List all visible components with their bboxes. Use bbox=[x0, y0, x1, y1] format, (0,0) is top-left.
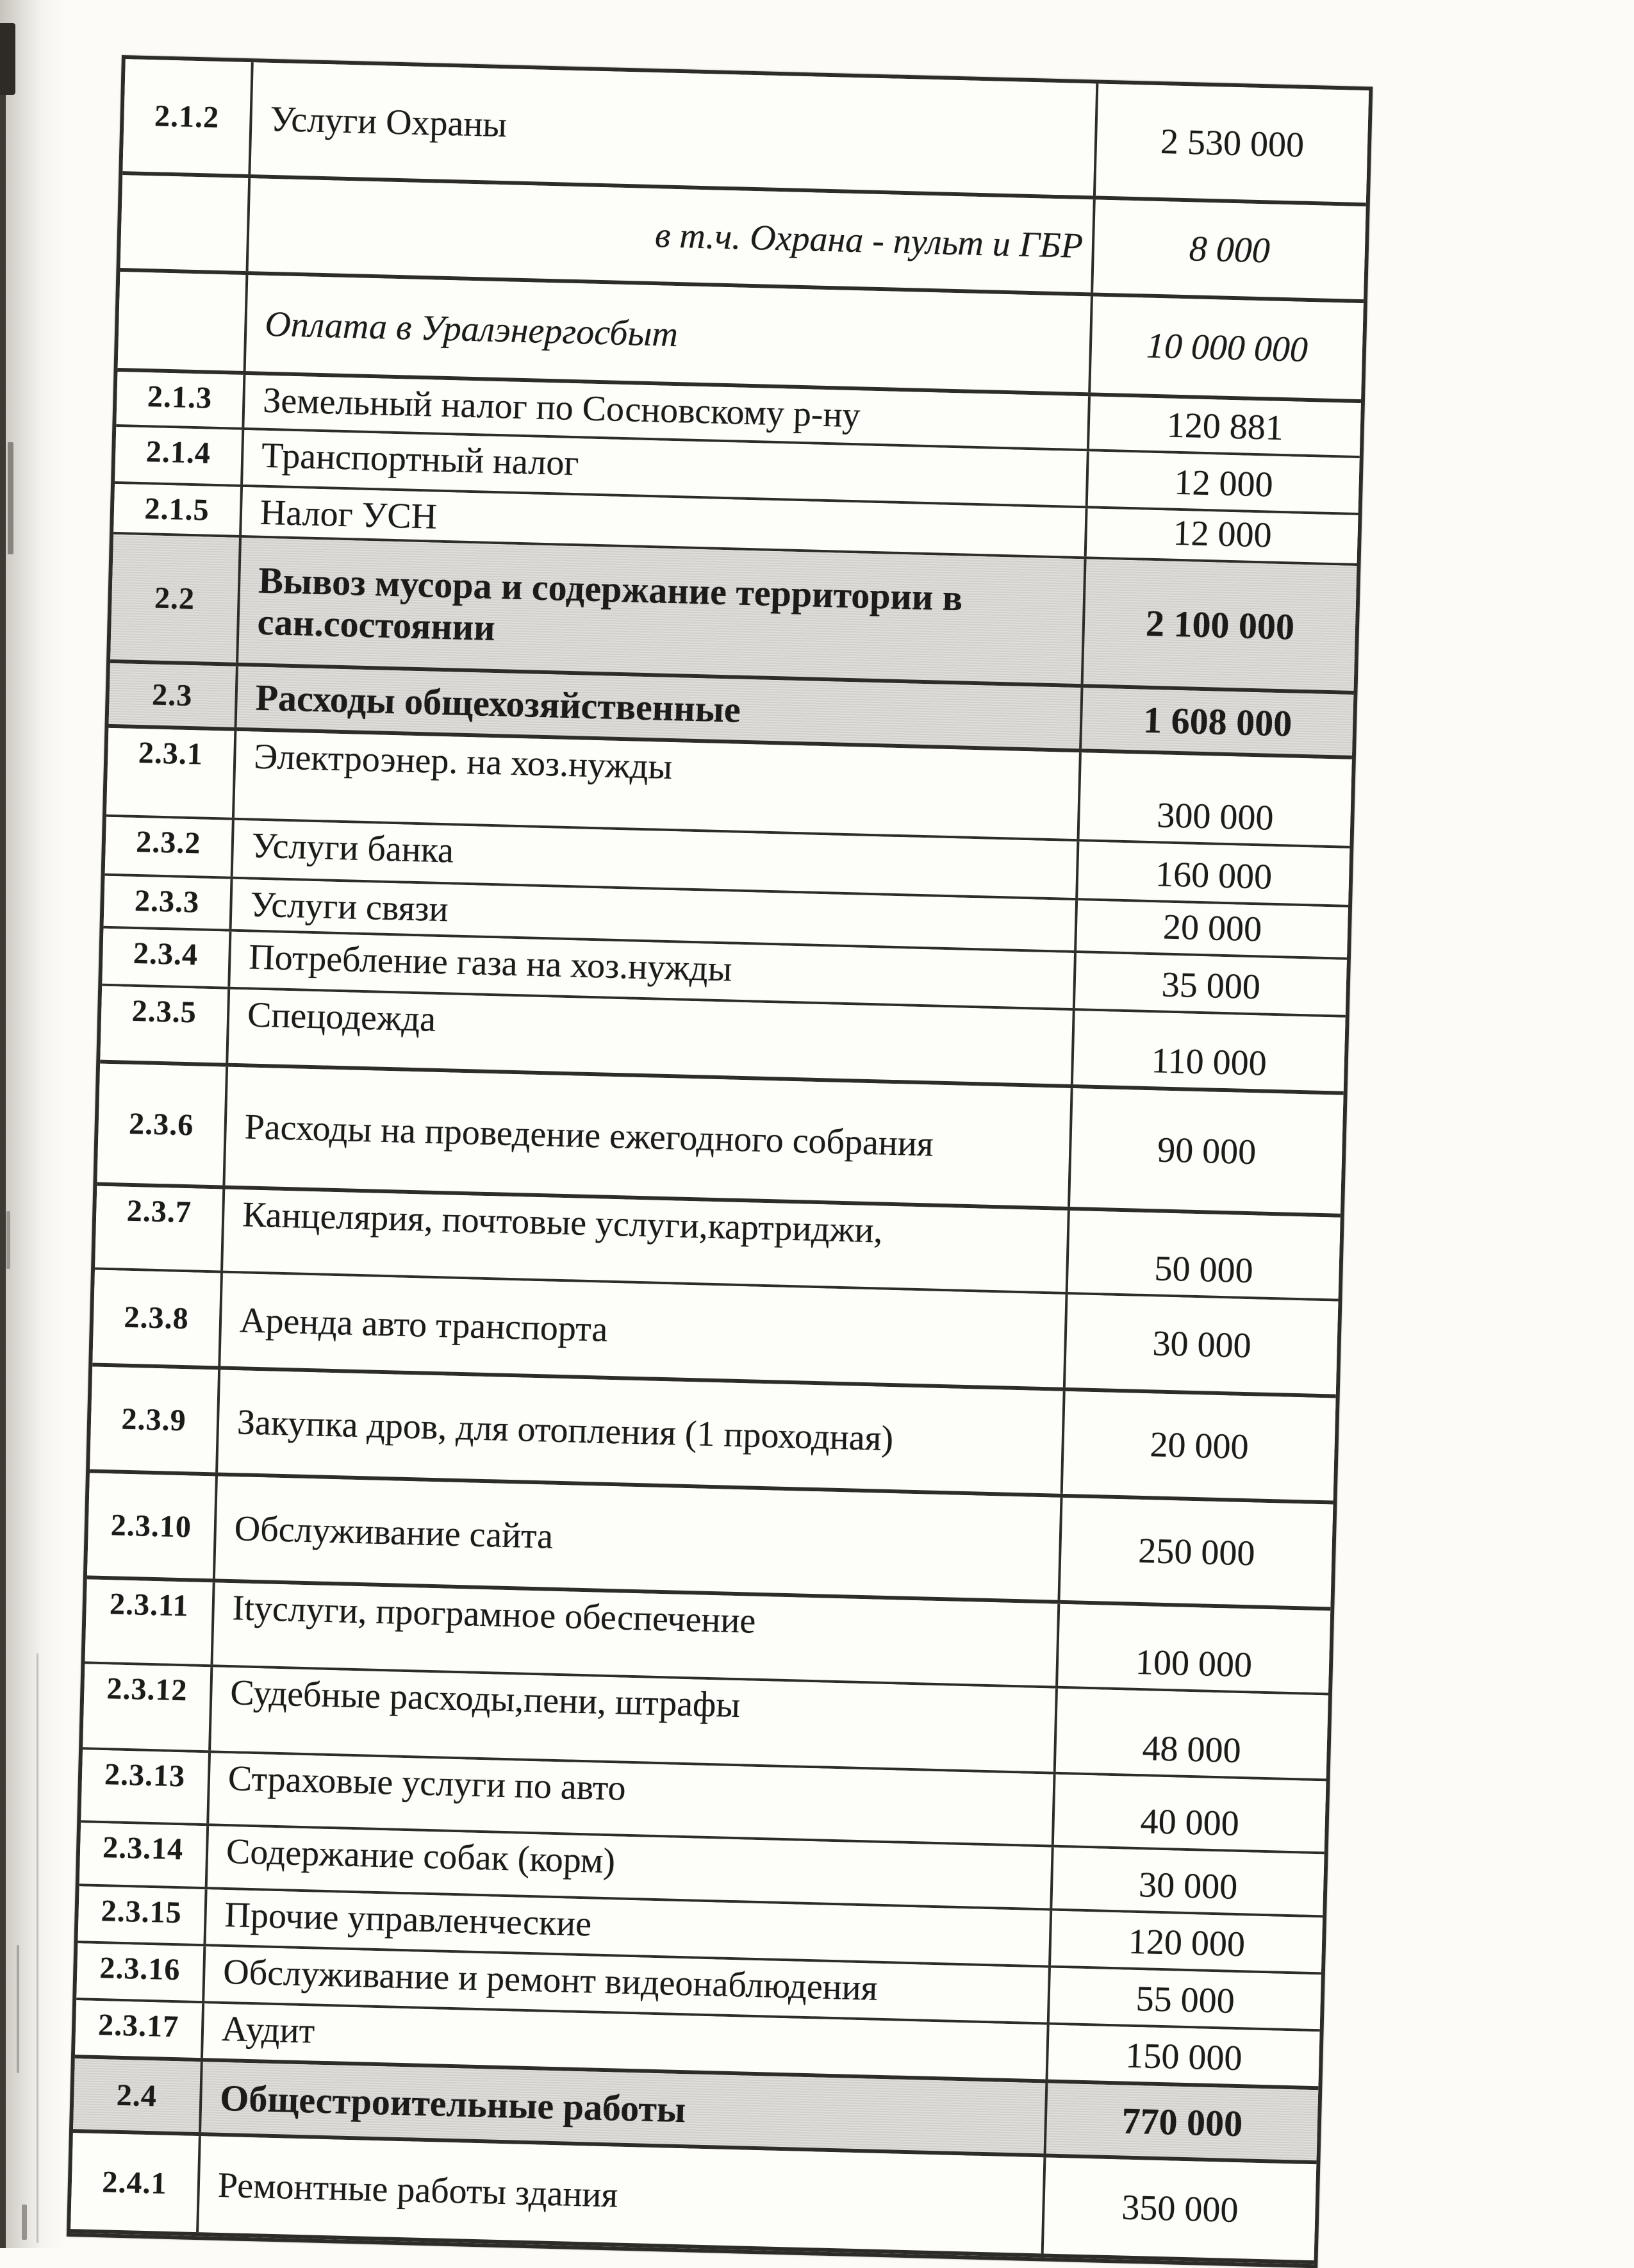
row-description: Налог УСН bbox=[260, 492, 438, 537]
row-number-cell bbox=[122, 59, 253, 174]
row-amount-cell bbox=[1093, 200, 1366, 300]
row-amount-cell bbox=[1080, 752, 1352, 846]
row-number: 2.3.12 bbox=[106, 1671, 188, 1708]
row-description: Ремонтные работы здания bbox=[217, 2165, 618, 2215]
row-number: 2.3 bbox=[151, 677, 193, 713]
row-number-cell bbox=[104, 876, 233, 929]
row-amount: 350 000 bbox=[1121, 2187, 1239, 2231]
row-number: 2.3.11 bbox=[109, 1587, 190, 1623]
budget-table bbox=[67, 55, 1373, 2268]
row-description: Спецодежда bbox=[247, 995, 436, 1039]
row-description: Закупка дров, для отопления (1 проходная) bbox=[236, 1402, 894, 1459]
row-amount: 120 881 bbox=[1166, 405, 1284, 449]
row-description-cell bbox=[246, 275, 1093, 392]
row-amount-cell bbox=[1058, 1604, 1330, 1693]
row-amount-cell bbox=[1066, 1295, 1339, 1395]
row-amount-cell bbox=[1050, 1968, 1321, 2030]
row-amount: 30 000 bbox=[1138, 1865, 1238, 1907]
row-description-cell bbox=[215, 1477, 1063, 1600]
row-amount-cell bbox=[1078, 841, 1349, 905]
row-amount: 2 100 000 bbox=[1145, 602, 1295, 648]
row-number-cell bbox=[102, 929, 231, 987]
row-amount-cell bbox=[1088, 451, 1360, 513]
row-amount: 30 000 bbox=[1151, 1323, 1252, 1366]
row-number: 2.1.3 bbox=[147, 379, 213, 415]
row-amount: 160 000 bbox=[1155, 854, 1273, 897]
row-description-cell bbox=[238, 538, 1087, 684]
row-amount: 150 000 bbox=[1125, 2035, 1243, 2079]
row-amount-cell bbox=[1096, 84, 1369, 203]
scan-edge-mark bbox=[37, 1653, 38, 2243]
row-description: Потребление газа на хоз.нужды bbox=[248, 937, 733, 989]
row-description: Услуги банка bbox=[251, 825, 454, 871]
row-number: 2.4.1 bbox=[101, 2164, 168, 2201]
scan-edge-mark bbox=[6, 1211, 10, 1269]
row-number-cell bbox=[113, 484, 243, 535]
row-description: Прочие управленческие bbox=[224, 1895, 592, 1944]
row-amount-cell bbox=[1091, 296, 1364, 399]
row-number-cell bbox=[109, 663, 238, 727]
row-number-cell bbox=[70, 2133, 201, 2232]
row-amount: 10 000 000 bbox=[1146, 326, 1308, 370]
scan-left-shadow bbox=[0, 0, 64, 2248]
scan-edge-mark bbox=[8, 442, 13, 554]
row-amount: 40 000 bbox=[1139, 1801, 1240, 1844]
row-description: Электроэнер. на хоз.нужды bbox=[253, 736, 673, 788]
row-number: 2.3.14 bbox=[102, 1830, 184, 1867]
row-description: Аудит bbox=[221, 2008, 315, 2051]
row-description: в т.ч. Охрана - пульт и ГБР bbox=[654, 215, 1084, 267]
row-amount-cell bbox=[1068, 1211, 1341, 1299]
row-description-cell bbox=[199, 2136, 1046, 2253]
row-amount-cell bbox=[1051, 1911, 1323, 1973]
row-amount: 90 000 bbox=[1157, 1129, 1257, 1172]
row-number-cell bbox=[116, 372, 245, 427]
row-amount: 50 000 bbox=[1153, 1248, 1254, 1291]
row-amount: 12 000 bbox=[1172, 513, 1273, 556]
row-number: 2.4 bbox=[116, 2078, 158, 2113]
row-description: Канцелярия, почтовые услуги,картриджи, bbox=[242, 1195, 884, 1251]
row-amount-cell bbox=[1046, 2083, 1319, 2161]
row-description: Расходы на проведение ежегодного собрания bbox=[243, 1107, 934, 1164]
row-amount: 2 530 000 bbox=[1160, 121, 1305, 165]
row-description: Вывоз мусора и содержание территории в сан.состоянии bbox=[256, 559, 964, 649]
row-amount-cell bbox=[1075, 953, 1347, 1015]
row-amount: 770 000 bbox=[1121, 2099, 1243, 2144]
scan-corner-blob bbox=[0, 23, 15, 95]
row-amount-cell bbox=[1052, 1848, 1324, 1916]
row-number-cell bbox=[100, 986, 230, 1063]
row-number: 2.3.1 bbox=[138, 736, 204, 772]
row-number: 2.3.3 bbox=[134, 883, 200, 920]
row-amount: 12 000 bbox=[1173, 462, 1274, 505]
row-number-cell bbox=[78, 1886, 208, 1944]
row-amount: 250 000 bbox=[1137, 1530, 1256, 1574]
row-amount: 8 000 bbox=[1189, 228, 1271, 270]
row-number-cell bbox=[90, 1366, 220, 1472]
row-amount: 55 000 bbox=[1135, 1979, 1235, 2021]
row-number-cell bbox=[105, 817, 235, 877]
row-number-cell bbox=[106, 728, 236, 818]
row-description: Обслуживание и ремонт видеонаблюдения bbox=[222, 1951, 879, 2008]
row-amount-cell bbox=[1087, 508, 1358, 563]
row-amount-cell bbox=[1054, 1775, 1326, 1852]
row-number: 2.3.5 bbox=[131, 993, 197, 1030]
row-number-cell bbox=[95, 1186, 225, 1271]
row-number: 2.3.7 bbox=[126, 1193, 192, 1230]
row-number: 2.2 bbox=[154, 581, 195, 617]
row-number: 2.3.16 bbox=[99, 1951, 181, 1987]
row-number-cell bbox=[75, 2000, 204, 2058]
row-description: Аренда авто транспорта bbox=[239, 1300, 609, 1350]
row-number: 2.3.4 bbox=[133, 936, 199, 972]
row-description: Общестроительные работы bbox=[219, 2076, 687, 2130]
row-amount: 110 000 bbox=[1151, 1041, 1267, 1084]
row-number: 2.3.10 bbox=[110, 1507, 192, 1544]
row-amount: 20 000 bbox=[1162, 907, 1262, 950]
row-number-cell bbox=[97, 1064, 228, 1186]
row-amount-cell bbox=[1060, 1498, 1333, 1607]
row-description: Itуслуги, програмное обеспечение bbox=[231, 1588, 757, 1641]
row-description: Транспортный налог bbox=[261, 435, 580, 484]
row-number-cell bbox=[92, 1270, 223, 1366]
row-amount: 35 000 bbox=[1161, 964, 1261, 1007]
row-amount: 300 000 bbox=[1156, 795, 1275, 838]
row-amount-cell bbox=[1044, 2158, 1317, 2261]
scan-edge-mark bbox=[17, 1945, 19, 2073]
row-number-cell bbox=[76, 1943, 206, 2001]
row-description: Оплата в Уралэнергосбыт bbox=[264, 304, 679, 354]
row-amount-cell bbox=[1084, 559, 1357, 691]
row-description: Обслуживание сайта bbox=[234, 1508, 554, 1557]
row-amount: 120 000 bbox=[1128, 1921, 1246, 1965]
row-number: 2.3.2 bbox=[135, 824, 202, 861]
row-number-cell bbox=[87, 1473, 218, 1578]
row-number: 2.3.15 bbox=[101, 1894, 183, 1930]
row-amount: 1 608 000 bbox=[1143, 699, 1293, 745]
row-number: 2.3.17 bbox=[97, 2008, 179, 2044]
row-description: Земельный налог по Сосновскому р-ну bbox=[262, 380, 861, 436]
row-number-cell bbox=[110, 534, 242, 663]
row-number-cell bbox=[73, 2058, 203, 2132]
row-amount-cell bbox=[1089, 396, 1361, 456]
row-amount: 100 000 bbox=[1135, 1642, 1253, 1685]
row-description-cell bbox=[251, 62, 1098, 195]
row-number: 2.3.9 bbox=[120, 1402, 187, 1437]
row-description: Содержание собак (корм) bbox=[226, 1832, 616, 1882]
row-number: 2.1.5 bbox=[144, 492, 210, 527]
row-amount-cell bbox=[1082, 688, 1353, 756]
row-number: 2.3.13 bbox=[104, 1757, 186, 1794]
row-amount-cell bbox=[1048, 2025, 1320, 2087]
row-description: Расходы общехозяйственные bbox=[254, 676, 741, 731]
row-amount-cell bbox=[1077, 900, 1348, 957]
row-number: 2.1.2 bbox=[154, 99, 220, 135]
row-amount-cell bbox=[1056, 1689, 1328, 1779]
row-number: 2.3.6 bbox=[128, 1106, 194, 1143]
row-amount-cell bbox=[1070, 1088, 1344, 1214]
row-description: Страховые услуги по авто bbox=[227, 1759, 627, 1809]
scan-edge-strip bbox=[0, 23, 6, 2248]
row-amount: 48 000 bbox=[1141, 1728, 1242, 1771]
scan-edge-mark bbox=[22, 2205, 27, 2240]
row-description: Судебные расходы,пени, штрафы bbox=[229, 1673, 741, 1726]
row-number-cell bbox=[118, 272, 249, 371]
row-amount-cell bbox=[1073, 1011, 1346, 1091]
row-number-cell bbox=[85, 1579, 215, 1664]
row-number-cell bbox=[81, 1750, 211, 1823]
row-number-cell bbox=[120, 175, 251, 271]
row-description-cell bbox=[225, 1067, 1073, 1207]
row-amount: 20 000 bbox=[1149, 1425, 1250, 1468]
row-description: Услуги Охраны bbox=[269, 99, 508, 145]
row-number-cell bbox=[83, 1664, 213, 1750]
row-number-cell bbox=[79, 1823, 209, 1887]
row-number: 2.1.4 bbox=[145, 435, 211, 470]
row-description-cell bbox=[218, 1370, 1066, 1494]
row-number-cell bbox=[115, 427, 244, 484]
row-number: 2.3.8 bbox=[124, 1300, 190, 1336]
row-amount-cell bbox=[1063, 1391, 1336, 1501]
row-description: Услуги связи bbox=[249, 884, 449, 930]
